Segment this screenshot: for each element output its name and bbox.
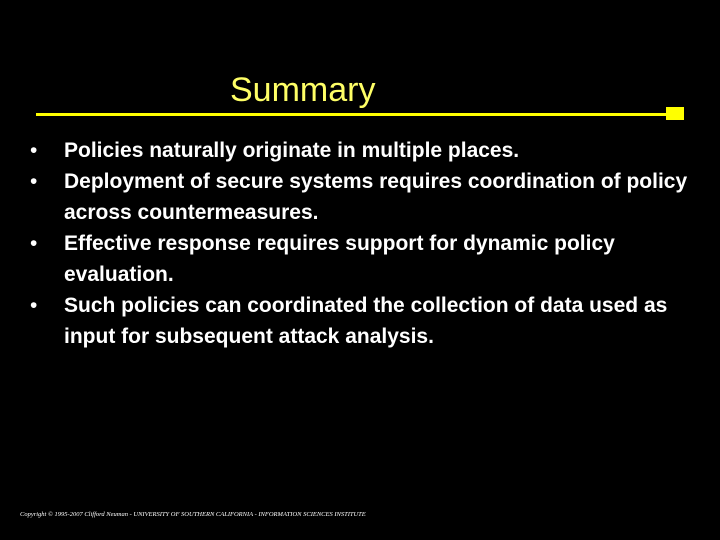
bullet-text: Policies naturally originate in multiple places. — [64, 139, 520, 162]
bullet-item — [28, 166, 708, 228]
bullet-item — [28, 228, 708, 290]
bullet-dot-icon: • — [30, 232, 38, 255]
bullet-dot-icon: • — [30, 139, 38, 162]
bullet-text: Deployment of secure systems requires coordination of policy across countermeasures. — [64, 170, 688, 224]
bullet-dot-icon: • — [30, 294, 38, 317]
bullet-item — [28, 135, 708, 166]
title-underline — [36, 113, 668, 116]
title-underline-end-block — [666, 107, 684, 120]
slide-title: Summary — [230, 71, 376, 109]
bullet-item — [28, 290, 708, 352]
bullet-list — [28, 135, 708, 352]
copyright-footer: Copyright © 1995-2007 Clifford Neuman - UNIVERSITY OF SOUTHERN CALIFORNIA - INFORMATION SCIENCES INSTITUTE — [20, 511, 366, 518]
bullet-text: Effective response requires support for dynamic policy evaluation. — [64, 232, 615, 286]
bullet-text: Such policies can coordinated the collection of data used as input for subsequent attack analysis. — [64, 294, 668, 348]
bullet-dot-icon: • — [30, 170, 38, 193]
